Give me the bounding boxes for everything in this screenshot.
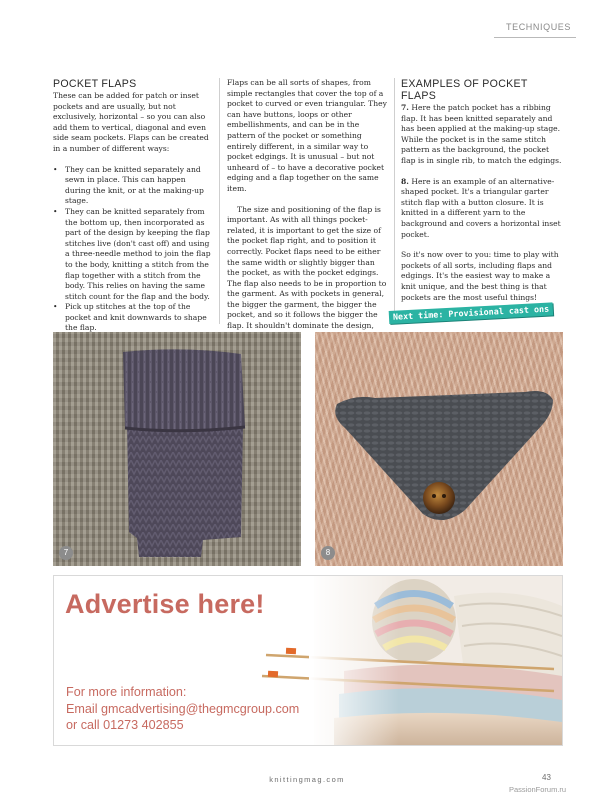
examples-outro: So it's now over to you: time to play with pockets of all sorts, including flaps and edgings. It's the easiest way to make a knit unique, and the best thing is that pockets are the most useful things! — [401, 250, 559, 302]
triangle-flap-illustration — [315, 332, 563, 566]
rib-flap-illustration — [53, 332, 301, 566]
example-8-text: Here is an example of an alternative-shaped pocket. It's a triangular garter stitch flap with a button closure. It is knitted in a different yarn to the background and covers a horizontal inset pocket. — [401, 176, 561, 239]
column-examples — [392, 78, 563, 324]
pocket-flaps-heading: POCKET FLAPS — [53, 78, 137, 90]
photo-rib-flap-pocket — [53, 332, 301, 566]
photo-number-badge: 7 — [59, 546, 73, 560]
example-7-text: Here the patch pocket has a ribbing flap. It has been knitted separately and has been applied at the making-up stage. While the pocket is in the same stitch pattern as the background, the pocket flap is in single rib, to match the edgings. — [401, 103, 562, 165]
advertisement-box — [53, 575, 563, 746]
example-7-number: 7. — [401, 103, 409, 112]
pocket-flaps-intro: These can be added for patch or inset pockets and are usually, but not exclusively, horizontal – so you can also add them to vertical, diagonal and even side seam pockets. Flaps can be created in a number of different ways: — [53, 91, 209, 153]
photo-triangle-flap-pocket — [315, 332, 563, 566]
footer-url[interactable]: knittingmag.com — [269, 775, 345, 784]
list-item: • Pick up stitches at the top of the pocket and knit downwards to shape the flap. — [63, 302, 213, 334]
ad-contact-info — [66, 684, 299, 734]
column-divider — [394, 78, 395, 324]
middle-paragraph: Flaps can be all sorts of shapes, from simple rectangles that cover the top of a pocket to curved or even triangular. They can have buttons, loops or other embellishments, and can be in the pattern of the pocket or something entirely different, in a similar way to pocket edgings. It is unusual – but not unheard of – to have a decorative pocket edging and a flap together on the same item. — [227, 78, 387, 193]
column-divider — [219, 78, 220, 324]
list-item: • They can be knitted separately from the bottom up, then incorporated as part of the design by keeping the flap stitches live (don't cast off) and using a three-needle method to join the flap to the body, knitting a stitch from the flap together with a stitch from the body. This relies on having the same stitch count for the flap and the body. — [63, 207, 213, 302]
ad-title: Advertise here! — [65, 589, 265, 619]
section-tag: TECHNIQUES — [494, 22, 576, 38]
pocket-flaps-list — [53, 165, 213, 335]
column-pocket-flaps — [53, 78, 213, 334]
photo-number-badge: 8 — [321, 546, 335, 560]
list-item: • They can be knitted separately and sewn in place. This can happen during the knit, or at the making-up stage. — [63, 165, 213, 207]
examples-heading: EXAMPLES OF POCKET FLAPS — [401, 78, 528, 102]
example-8-number: 8. — [401, 176, 409, 186]
page-number: 43 — [542, 773, 551, 782]
watermark: PassionForum.ru — [509, 785, 567, 794]
ad-email[interactable]: Email gmcadvertising@thegmcgroup.com — [66, 701, 300, 716]
ad-info-line: For more information: — [66, 685, 187, 699]
next-time-label: Next time: Provisional cast ons — [389, 303, 554, 324]
middle-paragraph-2-wrap — [227, 205, 389, 343]
example-8 — [401, 177, 563, 241]
ad-phone: or call 01273 402855 — [66, 718, 184, 732]
example-7 — [401, 103, 563, 167]
column-middle — [227, 78, 389, 342]
middle-paragraph: The size and positioning of the flap is important. As with all things pocket-related, it is important to get the size of the pocket flap right, and to position it correctly. Pocket flaps need to be either the same width or slightly bigger than the pocket, as with the pocket edgings. The flap also needs to be in proportion to the garment. As with pockets in general, the bigger the garment, the bigger the pocket, and so it follows the bigger the flap. It shouldn't dominate the design, — [227, 204, 387, 331]
